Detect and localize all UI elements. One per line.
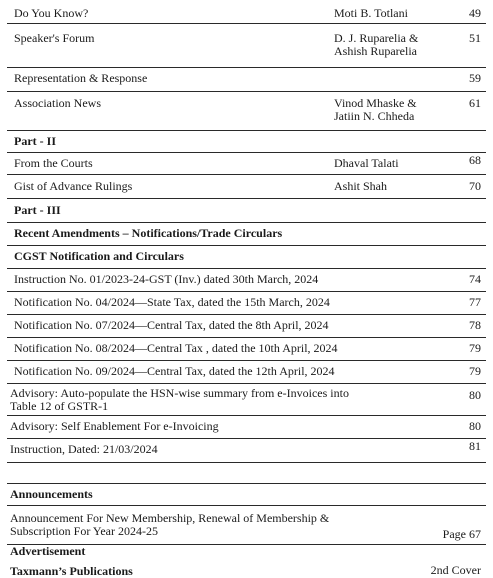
section-heading: CGST Notification and Circulars (14, 249, 184, 263)
toc-author: Moti B. Totlani (334, 6, 408, 20)
section-heading: Part - II (14, 134, 56, 148)
toc-title[interactable]: Announcement For New Membership, Renewal of Membership & (10, 511, 330, 525)
toc-title[interactable]: Notification No. 07/2024—Central Tax, dated the 8th April, 2024 (14, 318, 329, 332)
toc-title[interactable]: Taxmann’s Publications (10, 564, 133, 578)
toc-title[interactable]: Do You Know? (14, 6, 89, 20)
divider (7, 462, 486, 463)
toc-page[interactable]: 68 (469, 153, 481, 167)
toc-author: Dhaval Talati (334, 156, 399, 170)
divider (7, 152, 486, 153)
divider (7, 222, 486, 223)
toc-title[interactable]: Advisory: Self Enablement For e-Invoicing (10, 419, 219, 433)
toc-page[interactable]: 70 (469, 179, 481, 193)
divider (7, 337, 486, 338)
toc-page[interactable]: 49 (469, 6, 481, 20)
divider (7, 291, 486, 292)
toc-author: Ashit Shah (334, 179, 388, 193)
toc-page[interactable]: 74 (469, 272, 481, 286)
divider (7, 360, 486, 361)
toc-title[interactable]: Table 12 of GSTR-1 (10, 399, 109, 413)
toc-page[interactable]: 77 (469, 295, 481, 309)
toc-page[interactable]: 80 (469, 388, 481, 402)
divider (7, 438, 486, 439)
toc-author: Jatiin N. Chheda (334, 109, 415, 123)
toc-page[interactable]: 79 (469, 364, 481, 378)
section-heading: Part - III (14, 203, 61, 217)
toc-author: Ashish Ruparelia (334, 44, 417, 58)
toc-page[interactable]: 79 (469, 341, 481, 355)
divider (7, 174, 486, 175)
section-heading: Announcements (10, 487, 93, 501)
toc-page[interactable]: 59 (469, 71, 481, 85)
divider (7, 415, 486, 416)
toc-page[interactable]: 2nd Cover (430, 563, 481, 577)
divider (7, 268, 486, 269)
divider (7, 67, 486, 68)
toc-title[interactable]: Representation & Response (14, 71, 148, 85)
toc-page[interactable]: 81 (469, 439, 481, 453)
toc-title[interactable]: Gist of Advance Rulings (14, 179, 133, 193)
toc-title[interactable]: Notification No. 09/2024—Central Tax, dated the 12th April, 2024 (14, 364, 335, 378)
toc-author: Vinod Mhaske & (334, 96, 417, 110)
section-heading: Advertisement (10, 544, 86, 558)
toc-title[interactable]: Notification No. 04/2024—State Tax, dated the 15th March, 2024 (14, 295, 330, 309)
toc-title[interactable]: Association News (14, 96, 101, 110)
toc-page[interactable]: Page 67 (442, 527, 481, 541)
toc-title[interactable]: From the Courts (14, 156, 93, 170)
divider (7, 23, 486, 24)
toc-page[interactable]: 80 (469, 419, 481, 433)
section-heading: Recent Amendments – Notifications/Trade Circulars (14, 226, 283, 240)
divider (7, 505, 486, 506)
toc-title[interactable]: Instruction, Dated: 21/03/2024 (10, 442, 158, 456)
divider (7, 314, 486, 315)
divider (7, 483, 486, 484)
divider (7, 198, 486, 199)
divider (7, 130, 486, 131)
toc-title[interactable]: Notification No. 08/2024—Central Tax , dated the 10th April, 2024 (14, 341, 338, 355)
toc-page[interactable]: 61 (469, 96, 481, 110)
toc-page[interactable]: 51 (469, 31, 481, 45)
toc-title[interactable]: Advisory: Auto-populate the HSN-wise summary from e-Invoices into (10, 386, 349, 400)
divider (7, 383, 486, 384)
toc-title[interactable]: Subscription For Year 2024-25 (10, 524, 159, 538)
toc-title[interactable]: Speaker's Forum (14, 31, 95, 45)
toc-page[interactable]: 78 (469, 318, 481, 332)
divider (7, 91, 486, 92)
toc-author: D. J. Ruparelia & (334, 31, 419, 45)
toc-title[interactable]: Instruction No. 01/2023-24-GST (Inv.) dated 30th March, 2024 (14, 272, 319, 286)
divider (7, 245, 486, 246)
